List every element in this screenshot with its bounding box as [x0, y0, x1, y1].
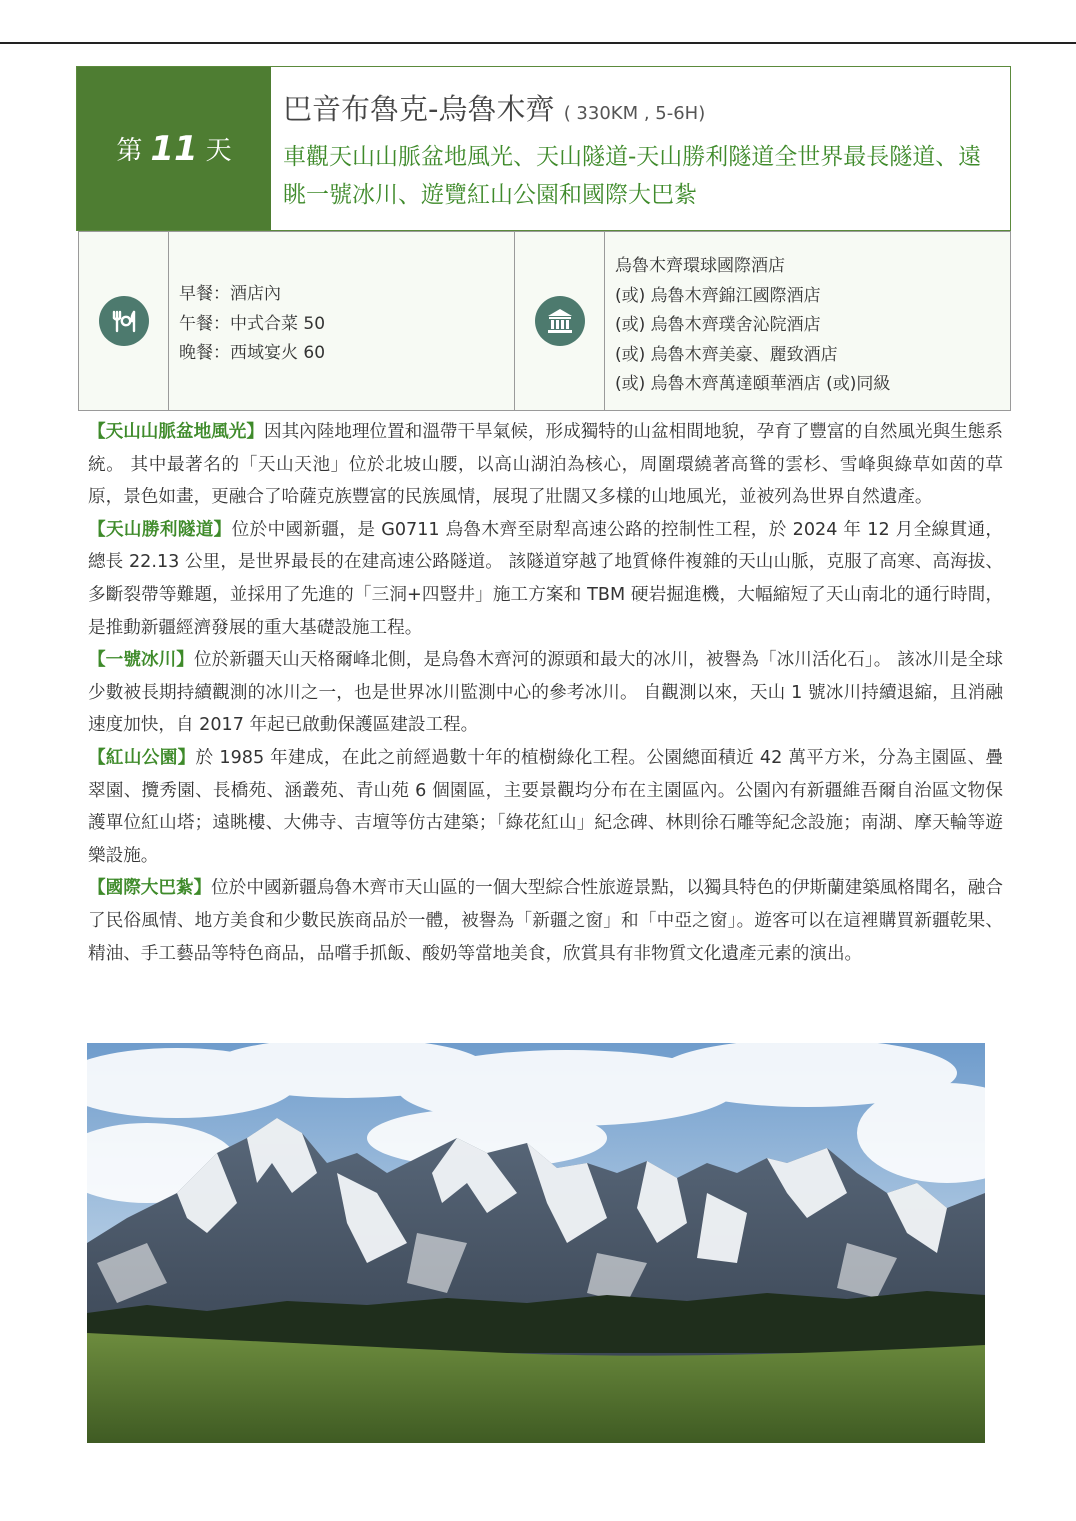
meal-breakfast: 早餐：酒店內: [179, 284, 281, 304]
hotel-list: [605, 232, 1010, 410]
section-glacier-no1: [88, 644, 1003, 742]
section-heading: 【紅山公園】: [88, 747, 196, 768]
day-number: 11: [150, 128, 198, 169]
route-title: [283, 89, 1010, 134]
info-table: [78, 231, 1011, 411]
section-text: 位於中國新疆，是 G0711 烏魯木齊至尉犁高速公路的控制性工程，於 2024 年 12 月全線貫通，總長 22.13 公里，是世界最長的在建高速公路隧道。 該隧道穿越了地質條件複雜的天山山脈，克服了高寒、高海拔、多斷裂帶等難題，並採用了先進的「三洞+四豎井」施工方案和 TBM 硬岩掘進機，大幅縮短了天山南北的通行時間，是推動新疆經濟發展的重大基礎設施工程。: [88, 519, 1003, 638]
section-grand-bazaar: [88, 872, 1003, 970]
route-distance: ( 330KM , 5-6H): [563, 103, 706, 124]
meal-list: [169, 232, 515, 410]
attraction-descriptions: [88, 416, 1003, 970]
section-heading: 【國際大巴紮】: [88, 878, 212, 899]
section-heading: 【天山山脈盆地風光】: [88, 422, 264, 442]
day-prefix: 第: [116, 136, 143, 166]
section-text: 於 1985 年建成，在此之前經過數十年的植樹綠化工程。公園總面積近 42 萬平方米，分為主園區、疊翠園、攬秀園、長橋苑、涵叢苑、青山苑 6 個園區，主要景觀均分布在主園區內。公園內有新疆維吾爾自治區文物保護單位紅山塔；遠眺樓、大佛寺、吉壇等仿古建築；「綠花紅山」紀念碑、林則徐石雕等紀念設施；南湖、摩天輪等遊樂設施。: [88, 747, 1003, 866]
hotel-building-icon: [535, 296, 585, 346]
hotel-option: 烏魯木齊環球國際酒店: [615, 256, 785, 276]
meal-lunch: 午餐：中式合菜 50: [179, 313, 326, 334]
hotel-icon-cell: [515, 232, 605, 410]
day-title-area: [271, 67, 1010, 230]
meal-dinner: 晚餐：西域宴火 60: [179, 343, 326, 363]
hotel-option: (或) 烏魯木齊璞舍沁院酒店: [615, 315, 821, 335]
day-badge: [77, 67, 271, 230]
section-tianshan-tunnel: [88, 514, 1003, 644]
hotel-option: (或) 烏魯木齊錦江國際酒店: [615, 285, 821, 306]
section-heading: 【天山勝利隧道】: [88, 519, 232, 540]
section-hongshan-park: [88, 742, 1003, 872]
section-text: 位於新疆天山天格爾峰北側，是烏魯木齊河的源頭和最大的冰川，被譽為「冰川活化石」。 該冰川是全球少數被長期持續觀測的冰川之一，也是世界冰川監測中心的參考冰川。 自觀測以來，天山 1 號冰川持續退縮，且消融速度加快，自 2017 年起已啟動保護區建設工程。: [88, 650, 1003, 736]
day-highlights: 車觀天山山脈盆地風光、天山隧道-天山勝利隧道全世界最長隧道、遠眺一號冰川、遊覽紅山公園和國際大巴紮: [283, 144, 982, 208]
meal-icon-cell: [79, 232, 169, 410]
hotel-option: (或) 烏魯木齊美豪、麗致酒店: [615, 344, 838, 365]
utensils-icon: [99, 296, 149, 346]
section-text: 因其內陸地理位置和溫帶干旱氣候，形成獨特的山盆相間地貌，孕育了豐富的自然風光與生態系統。 其中最著名的「天山天池」位於北坡山腰，以高山湖泊為核心，周圍環繞著高聳的雲杉、雪峰與綠草如茵的草原，景色如畫，更融合了哈薩克族豐富的民族風情，展現了壯闊又多樣的山地風光，並被列為世界自然遺產。: [88, 422, 1003, 508]
section-heading: 【一號冰川】: [88, 650, 194, 671]
hotel-option: (或) 烏魯木齊萬達頤華酒店 (或)同級: [615, 374, 891, 394]
section-text: 位於中國新疆烏魯木齊市天山區的一個大型綜合性旅遊景點，以獨具特色的伊斯蘭建築風格聞名，融合了民俗風情、地方美食和少數民族商品於一體，被譽為「新疆之窗」和「中亞之窗」。遊客可以在這裡購買新疆乾果、精油、手工藝品等特色商品，品嚐手抓飯、酸奶等當地美食，欣賞具有非物質文化遺產元素的演出。: [88, 878, 1003, 964]
route-name: 巴音布魯克-烏魯木齊: [283, 92, 555, 126]
top-rule: [0, 42, 1076, 44]
day-header: [76, 66, 1011, 231]
snow-capped-mountains-photo: [87, 1043, 985, 1443]
day-suffix: 天: [205, 136, 232, 166]
section-tianshan-landscape: [88, 416, 1003, 514]
